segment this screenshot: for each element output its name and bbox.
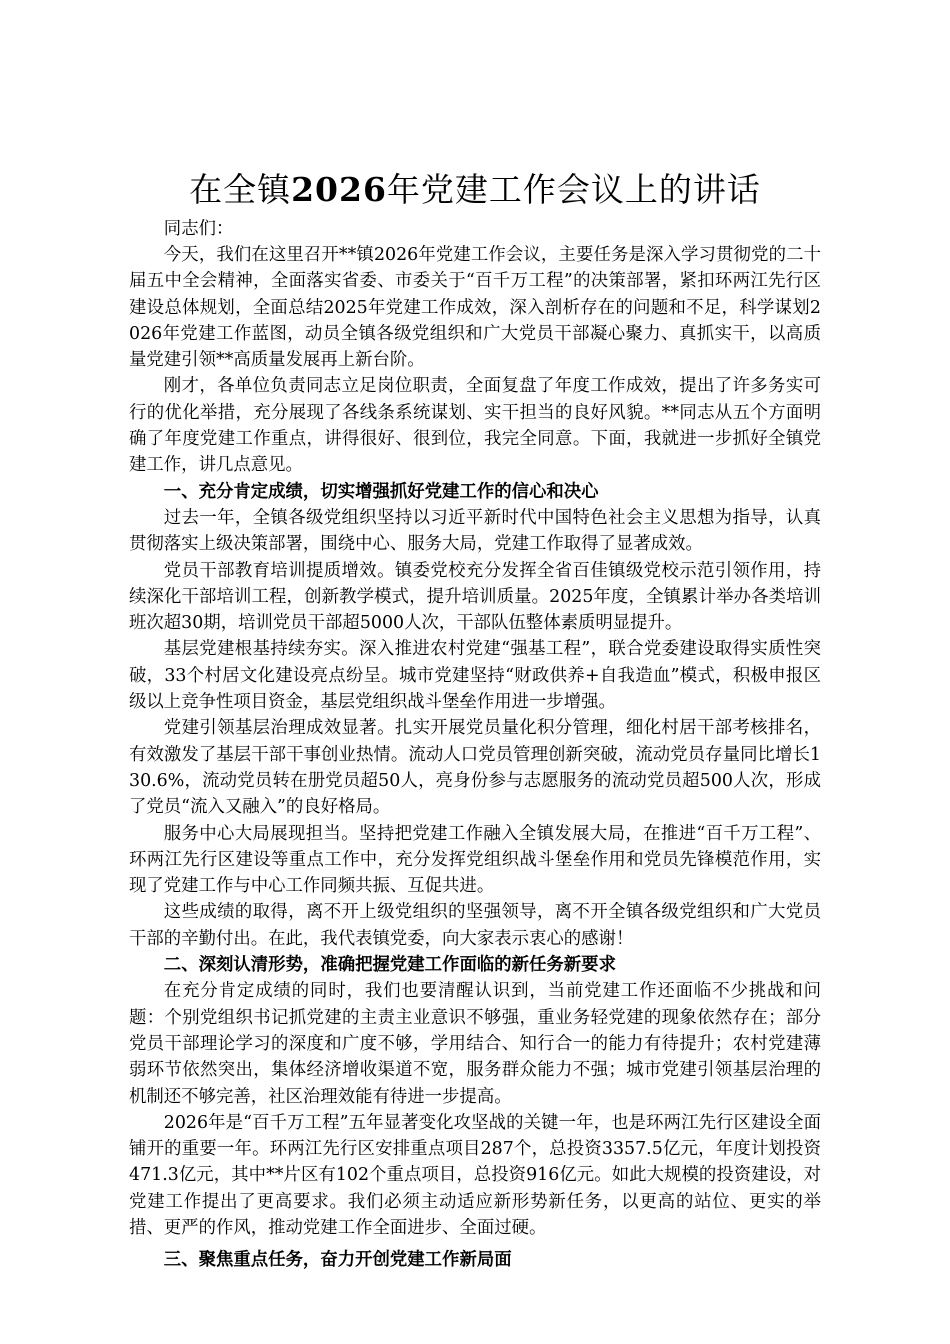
section-heading: 三、聚焦重点任务，奋力开创党建工作新局面 xyxy=(163,1250,512,1271)
body-paragraph: 过去一年，全镇各级党组织坚持以习近平新时代中国特色社会主义思想为指导，认真贯彻落实上级决策部署，围绕中心、服务大局，党建工作取得了显著成效。 xyxy=(129,507,821,555)
document-page xyxy=(129,168,821,1274)
body-paragraph: 这些成绩的取得，离不开上级党组织的坚强领导，离不开全镇各级党组织和广大党员干部的辛勤付出。在此，我代表镇党委，向大家表示衷心的感谢！ xyxy=(129,902,821,949)
title-suffix: 年党建工作会议上的讲话 xyxy=(386,170,761,209)
title-prefix: 在全镇 xyxy=(189,170,292,209)
body-paragraph: 在充分肯定成绩的同时，我们也要清醒认识到，当前党建工作还面临不少挑战和问题：个别党组织书记抓党建的主责主业意识不够强，重业务轻党建的现象依然存在；部分党员干部理论学习的深度和广度不够，学用结合、知行合一的能力有待提升；农村党建薄弱环节依然突出，集体经济增收渠道不宽，服务群众能力不强；城市党建引领基层治理的机制还不够完善，社区治理效能有待进一步提高。 xyxy=(129,981,821,1107)
document-title xyxy=(129,168,821,212)
body-paragraph: 2026年是“百千万工程”五年显著变化攻坚战的关键一年，也是环两江先行区建设全面铺开的重要一年。环两江先行区安排重点项目287个，总投资3357.5亿元，年度计划投资471.3亿元，其中**片区有102个重点项目，总投资916亿元。如此大规模的投资建设，对党建工作提出了更高要求。我们必须主动适应新形势新任务，以更高的站位、更实的举措、更严的作风，推动党建工作全面进步、全面过硬。 xyxy=(129,1112,821,1238)
greeting: 同志们： xyxy=(163,219,234,239)
intro-paragraph: 刚才，各单位负责同志立足岗位职责，全面复盘了年度工作成效，提出了许多务实可行的优化举措，充分展现了各线条系统谋划、实干担当的良好风貌。**同志从五个方面明确了年度党建工作重点，讲得很好、很到位，我完全同意。下面，我就进一步抓好全镇党建工作，讲几点意见。 xyxy=(129,376,821,476)
section-heading: 二、深刻认清形势，准确把握党建工作面临的新任务新要求 xyxy=(163,955,616,976)
title-year: 2026 xyxy=(291,170,387,209)
body-paragraph: 党员干部教育培训提质增效。镇委党校充分发挥全省百佳镇级党校示范引领作用，持续深化干部培训工程，创新教学模式，提升培训质量。2025年度，全镇累计举办各类培训班次超30期，培训党员干部超5000人次，干部队伍整体素质明显提升。 xyxy=(129,560,821,634)
body-paragraph: 基层党建根基持续夯实。深入推进农村党建“强基工程”，联合党委建设取得实质性突破，33个村居文化建设亮点纷呈。城市党建坚持“财政供养+自我造血”模式，积极申报区级以上竞争性项目资金，基层党组织战斗堡垒作用进一步增强。 xyxy=(129,639,821,713)
section-heading: 一、充分肯定成绩，切实增强抓好党建工作的信心和决心 xyxy=(163,481,599,502)
body-paragraph: 党建引领基层治理成效显著。扎实开展党员量化积分管理，细化村居干部考核排名，有效激发了基层干部干事创业热情。流动人口党员管理创新突破，流动党员存量同比增长130.6%，流动党员转在册党员超50人，亮身份参与志愿服务的流动党员超500人次，形成了党员“流入又融入”的良好格局。 xyxy=(129,718,821,818)
intro-paragraph: 今天，我们在这里召开**镇2026年党建工作会议，主要任务是深入学习贯彻党的二十届五中全会精神，全面落实省委、市委关于“百千万工程”的决策部署，紧扣环两江先行区建设总体规划，全面总结2025年党建工作成效，深入剖析存在的问题和不足，科学谋划2026年党建工作蓝图，动员全镇各级党组织和广大党员干部凝心聚力、真抓实干，以高质量党建引领**高质量发展再上新台阶。 xyxy=(129,245,821,371)
body-paragraph: 服务中心大局展现担当。坚持把党建工作融入全镇发展大局，在推进“百千万工程”、环两江先行区建设等重点工作中，充分发挥党组织战斗堡垒作用和党员先锋模范作用，实现了党建工作与中心工作同频共振、互促共进。 xyxy=(129,823,821,897)
